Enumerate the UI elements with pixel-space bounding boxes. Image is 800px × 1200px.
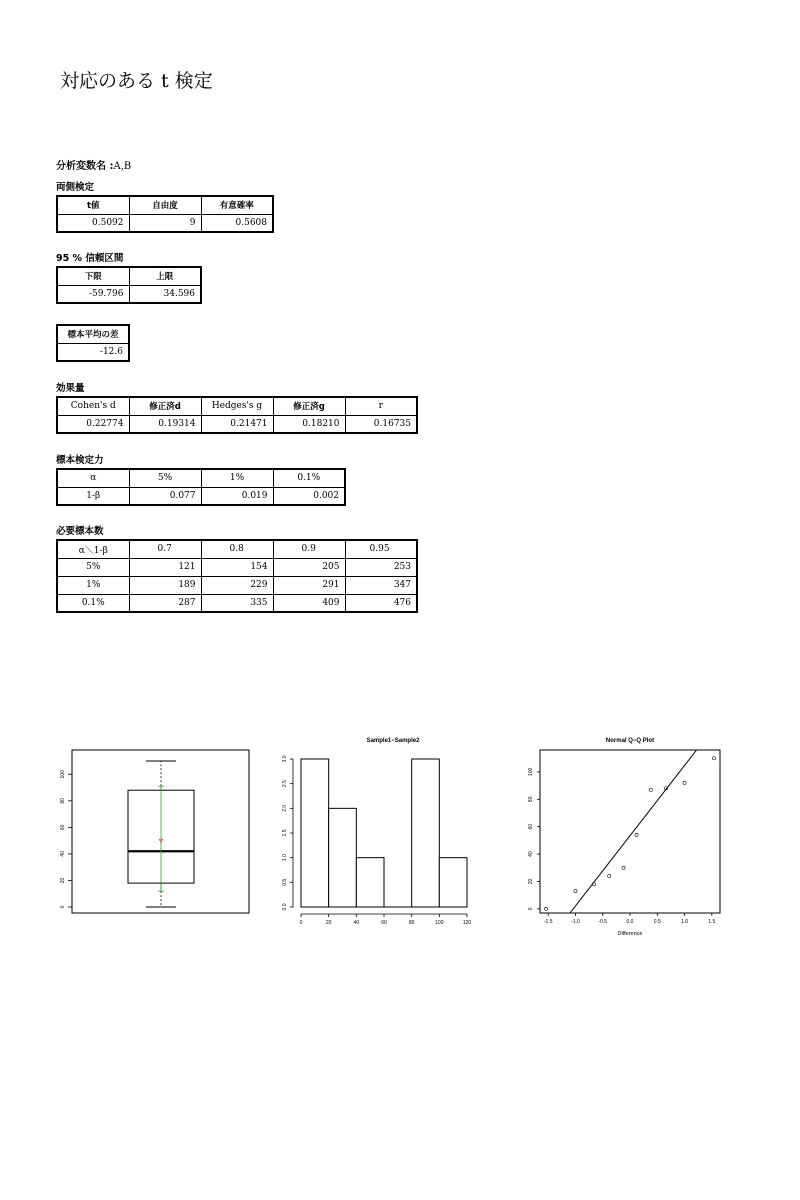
variables-label: 分析変数名 :: [56, 161, 114, 172]
y-tick-label: 20: [60, 877, 66, 884]
y-tick-label: 80: [528, 796, 534, 803]
reference-line: [570, 750, 697, 913]
y-tick-label: 0.5: [282, 878, 288, 886]
table-cell: 0.22774: [57, 415, 129, 433]
table-cell: -59.796: [57, 285, 129, 303]
table-cell: 409: [273, 594, 345, 612]
table-cell: 205: [273, 558, 345, 576]
x-tick-label: 0.0: [626, 919, 634, 925]
y-tick-label: 3.0: [282, 755, 288, 763]
table-cell: 287: [129, 594, 201, 612]
data-point: [649, 788, 652, 791]
y-tick-label: 80: [60, 798, 66, 804]
plots-area: [0, 735, 800, 945]
power-section: [56, 455, 346, 506]
table-header: r: [345, 397, 417, 415]
table-cell: 229: [201, 576, 273, 594]
table-header: t値: [57, 196, 129, 214]
plot-frame: [540, 750, 720, 913]
x-tick-label: 80: [408, 920, 415, 926]
section-label: 効果量: [56, 383, 85, 394]
x-tick-label: 0.5: [653, 919, 661, 925]
two-sided-table: [56, 195, 274, 233]
x-tick-label: 120: [462, 920, 472, 926]
table-header: 標本平均の差: [57, 325, 129, 343]
table-header: 5%: [129, 469, 201, 487]
table-header: α: [57, 469, 129, 487]
data-point: [622, 866, 625, 869]
table-cell: 0.019: [201, 487, 273, 505]
effect-table: [56, 396, 418, 434]
y-tick-label: 2.5: [282, 780, 288, 788]
section-label: 95 % 信頼区間: [56, 253, 124, 264]
y-tick-label: 0.0: [282, 903, 288, 911]
table-header: 下限: [57, 267, 129, 285]
table-cell: -12.6: [57, 343, 129, 361]
table-cell: 9: [129, 214, 201, 232]
two-sided-section: [56, 182, 274, 233]
table-header: 0.1%: [273, 469, 345, 487]
data-point: [683, 781, 686, 784]
table-cell: 0.077: [129, 487, 201, 505]
table-cell: 347: [345, 576, 417, 594]
table-header: α＼1-β: [57, 540, 129, 558]
table-cell: 0.19314: [129, 415, 201, 433]
section-label: 両側検定: [56, 182, 95, 193]
y-tick-label: 60: [528, 823, 534, 830]
x-tick-label: 60: [381, 920, 387, 926]
sample-size-section: [56, 526, 418, 613]
table-cell: 0.16735: [345, 415, 417, 433]
row-header: 5%: [57, 558, 129, 576]
variables-line: [56, 157, 131, 172]
table-header: 0.95: [345, 540, 417, 558]
mean-diff-table: [56, 324, 130, 362]
table-cell: 253: [345, 558, 417, 576]
table-header: Cohen's d: [57, 397, 129, 415]
table-header: 0.9: [273, 540, 345, 558]
chart-title: Sample1−Sample2: [366, 738, 420, 744]
y-tick-label: 1.0: [282, 854, 288, 862]
table-cell: 154: [201, 558, 273, 576]
table-header: 1%: [201, 469, 273, 487]
table-cell: 121: [129, 558, 201, 576]
x-tick-label: -0.5: [598, 919, 608, 925]
variables-value: A,B: [113, 161, 132, 172]
histogram-bar: [412, 759, 440, 907]
histogram-bar: [356, 858, 384, 907]
x-tick-label: 1.5: [708, 919, 716, 925]
table-header: 0.7: [129, 540, 201, 558]
x-tick-label: 0: [299, 920, 303, 926]
y-tick-label: 60: [60, 824, 66, 831]
table-header: Hedges's g: [201, 397, 273, 415]
x-tick-label: 1.0: [681, 919, 689, 925]
table-cell: 0.5608: [201, 214, 273, 232]
table-cell: 0.5092: [57, 214, 129, 232]
chart-title: Normal Q−Q Plot: [605, 738, 655, 744]
row-header: 1%: [57, 576, 129, 594]
ci-section: [56, 253, 202, 304]
histogram-bar: [301, 759, 329, 907]
y-tick-label: 100: [528, 767, 534, 777]
table-cell: 0.18210: [273, 415, 345, 433]
power-table: [56, 468, 346, 506]
y-tick-label: 0: [528, 907, 534, 911]
section-label: 標本検定力: [56, 455, 104, 466]
histogram-bar: [329, 808, 357, 907]
data-point: [635, 833, 638, 836]
ci-table: [56, 266, 202, 304]
data-point: [712, 757, 715, 760]
table-cell: 189: [129, 576, 201, 594]
row-header: 0.1%: [57, 594, 129, 612]
histogram-bar: [439, 858, 467, 907]
table-cell: 476: [345, 594, 417, 612]
page-title: 対応のある t 検定: [60, 70, 213, 92]
table-header: 修正済g: [273, 397, 345, 415]
x-tick-label: -1.5: [543, 919, 553, 925]
table-cell: 335: [201, 594, 273, 612]
x-axis-label: Difference: [617, 931, 643, 937]
table-header: 自由度: [129, 196, 201, 214]
table-cell: 291: [273, 576, 345, 594]
section-label: 必要標本数: [56, 526, 104, 537]
data-point: [574, 889, 577, 892]
y-tick-label: 0: [60, 905, 66, 909]
x-tick-label: 100: [435, 920, 444, 926]
table-cell: 0.002: [273, 487, 345, 505]
x-tick-label: 40: [353, 920, 360, 926]
table-header: 修正済d: [129, 397, 201, 415]
table-header: 0.8: [201, 540, 273, 558]
table-cell: 0.21471: [201, 415, 273, 433]
y-tick-label: 20: [528, 878, 534, 885]
table-header: 上限: [129, 267, 201, 285]
row-header: 1-β: [57, 487, 129, 505]
sample-size-table: [56, 539, 418, 613]
data-point: [608, 874, 611, 877]
data-point: [544, 907, 547, 910]
table-header: 有意確率: [201, 196, 273, 214]
y-tick-label: 40: [60, 851, 66, 857]
mean-diff-section: [56, 324, 130, 362]
effect-section: [56, 383, 418, 434]
y-tick-label: 2.0: [282, 804, 288, 812]
y-tick-label: 40: [528, 851, 534, 857]
table-cell: 34.596: [129, 285, 201, 303]
y-tick-label: 100: [60, 770, 66, 779]
x-tick-label: 20: [325, 920, 332, 926]
x-tick-label: -1.0: [571, 919, 580, 925]
y-tick-label: 1.5: [282, 829, 288, 837]
